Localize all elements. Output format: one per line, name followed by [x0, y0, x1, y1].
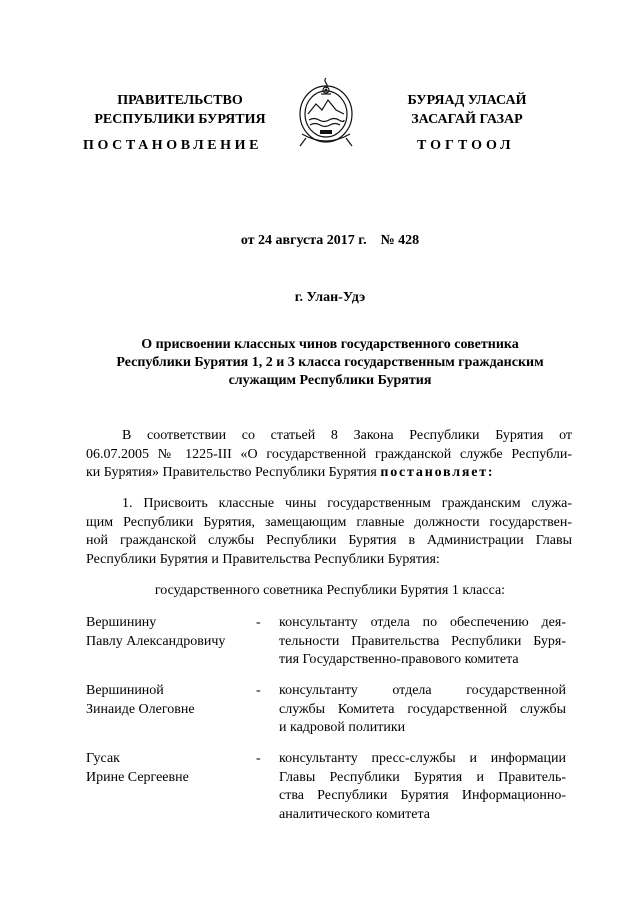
decree-date: от 24 августа 2017 г.	[240, 233, 367, 248]
header-right-line2: ЗАСАГАЙ ГАЗАР	[411, 112, 523, 127]
item-line: щим Республики Бурятия, замещающим главные должности государствен-	[86, 514, 572, 530]
item-line: ной гражданской службы Республики Бурятия в Администрации Главы	[86, 533, 572, 548]
title-line: О присвоении классных чинов государственного советника	[141, 337, 519, 352]
person-surname: Вершинину	[86, 615, 157, 630]
item-1-paragraph	[86, 495, 572, 569]
position-line: консультанту отдела по обеспечению дея-	[279, 615, 566, 630]
decree-date-number	[80, 233, 580, 249]
person-name	[86, 682, 256, 719]
header-right	[372, 91, 562, 129]
decree-city: г. Улан-Удэ	[294, 290, 366, 305]
position-line: службы Комитета государственной службы	[279, 701, 566, 717]
preamble-line: В соответствии со статьей 8 Закона Республики Бурятия от	[122, 428, 572, 443]
doc-type-left: ПОСТАНОВЛЕНИЕ	[83, 138, 263, 153]
header-left-line2: РЕСПУБЛИКИ БУРЯТИЯ	[94, 112, 266, 127]
position-line: тельности Правительства Республики Буря-	[279, 633, 566, 649]
position-line: консультанту пресс-службы и информации	[279, 751, 566, 766]
preamble-line-last	[86, 464, 572, 483]
header-left-line1: ПРАВИТЕЛЬСТВО	[117, 93, 243, 108]
resolves-word: постановляет:	[380, 465, 495, 480]
preamble-paragraph	[86, 427, 572, 483]
position-line: консультанту отдела государственной	[279, 683, 566, 698]
title-line: служащим Республики Бурятия	[228, 373, 432, 388]
dash-separator: -	[256, 615, 261, 630]
decree-number: № 428	[380, 233, 420, 248]
header-left	[80, 91, 280, 129]
decree-title	[80, 336, 580, 390]
person-given-name: Павлу Александровичу	[86, 633, 226, 649]
position-line: аналитического комитета	[279, 806, 430, 822]
person-given-name: Ирине Сергеевне	[86, 769, 189, 785]
position-line: ства Республики Бурятия Информационно-	[279, 788, 566, 803]
preamble-line: ки Бурятия» Правительство Республики Бурятия	[86, 465, 377, 480]
person-position	[279, 750, 566, 824]
person-position	[279, 614, 566, 670]
item-line: 1. Присвоить классные чины государственным гражданским служа-	[122, 496, 572, 511]
person-surname: Вершининой	[86, 683, 164, 698]
person-name	[86, 614, 256, 651]
dash-separator: -	[256, 751, 261, 766]
position-line: Главы Республики Бурятия и Правитель-	[279, 769, 566, 785]
person-position	[279, 682, 566, 738]
doc-type-right: ТОГТООЛ	[417, 138, 515, 153]
preamble-line: 06.07.2005 № 1225-III «О государственной гражданской службе Республи-	[86, 446, 572, 462]
position-line: и кадровой политики	[279, 720, 406, 735]
person-surname: Гусак	[86, 751, 120, 766]
position-line: тия Государственно-правового комитета	[279, 652, 519, 667]
title-line: Республики Бурятия 1, 2 и 3 класса государственным гражданским	[116, 355, 544, 370]
coat-of-arms-icon	[296, 76, 356, 150]
person-given-name: Зинаиде Олеговне	[86, 701, 195, 717]
header-right-line1: БУРЯАД УЛАСАЙ	[407, 93, 527, 108]
dash-separator: -	[256, 683, 261, 698]
person-name	[86, 750, 256, 787]
class-heading: государственного советника Республики Бурятия 1 класса:	[154, 583, 506, 598]
item-line: Республики Бурятия и Правительства Республики Бурятия:	[86, 551, 440, 567]
